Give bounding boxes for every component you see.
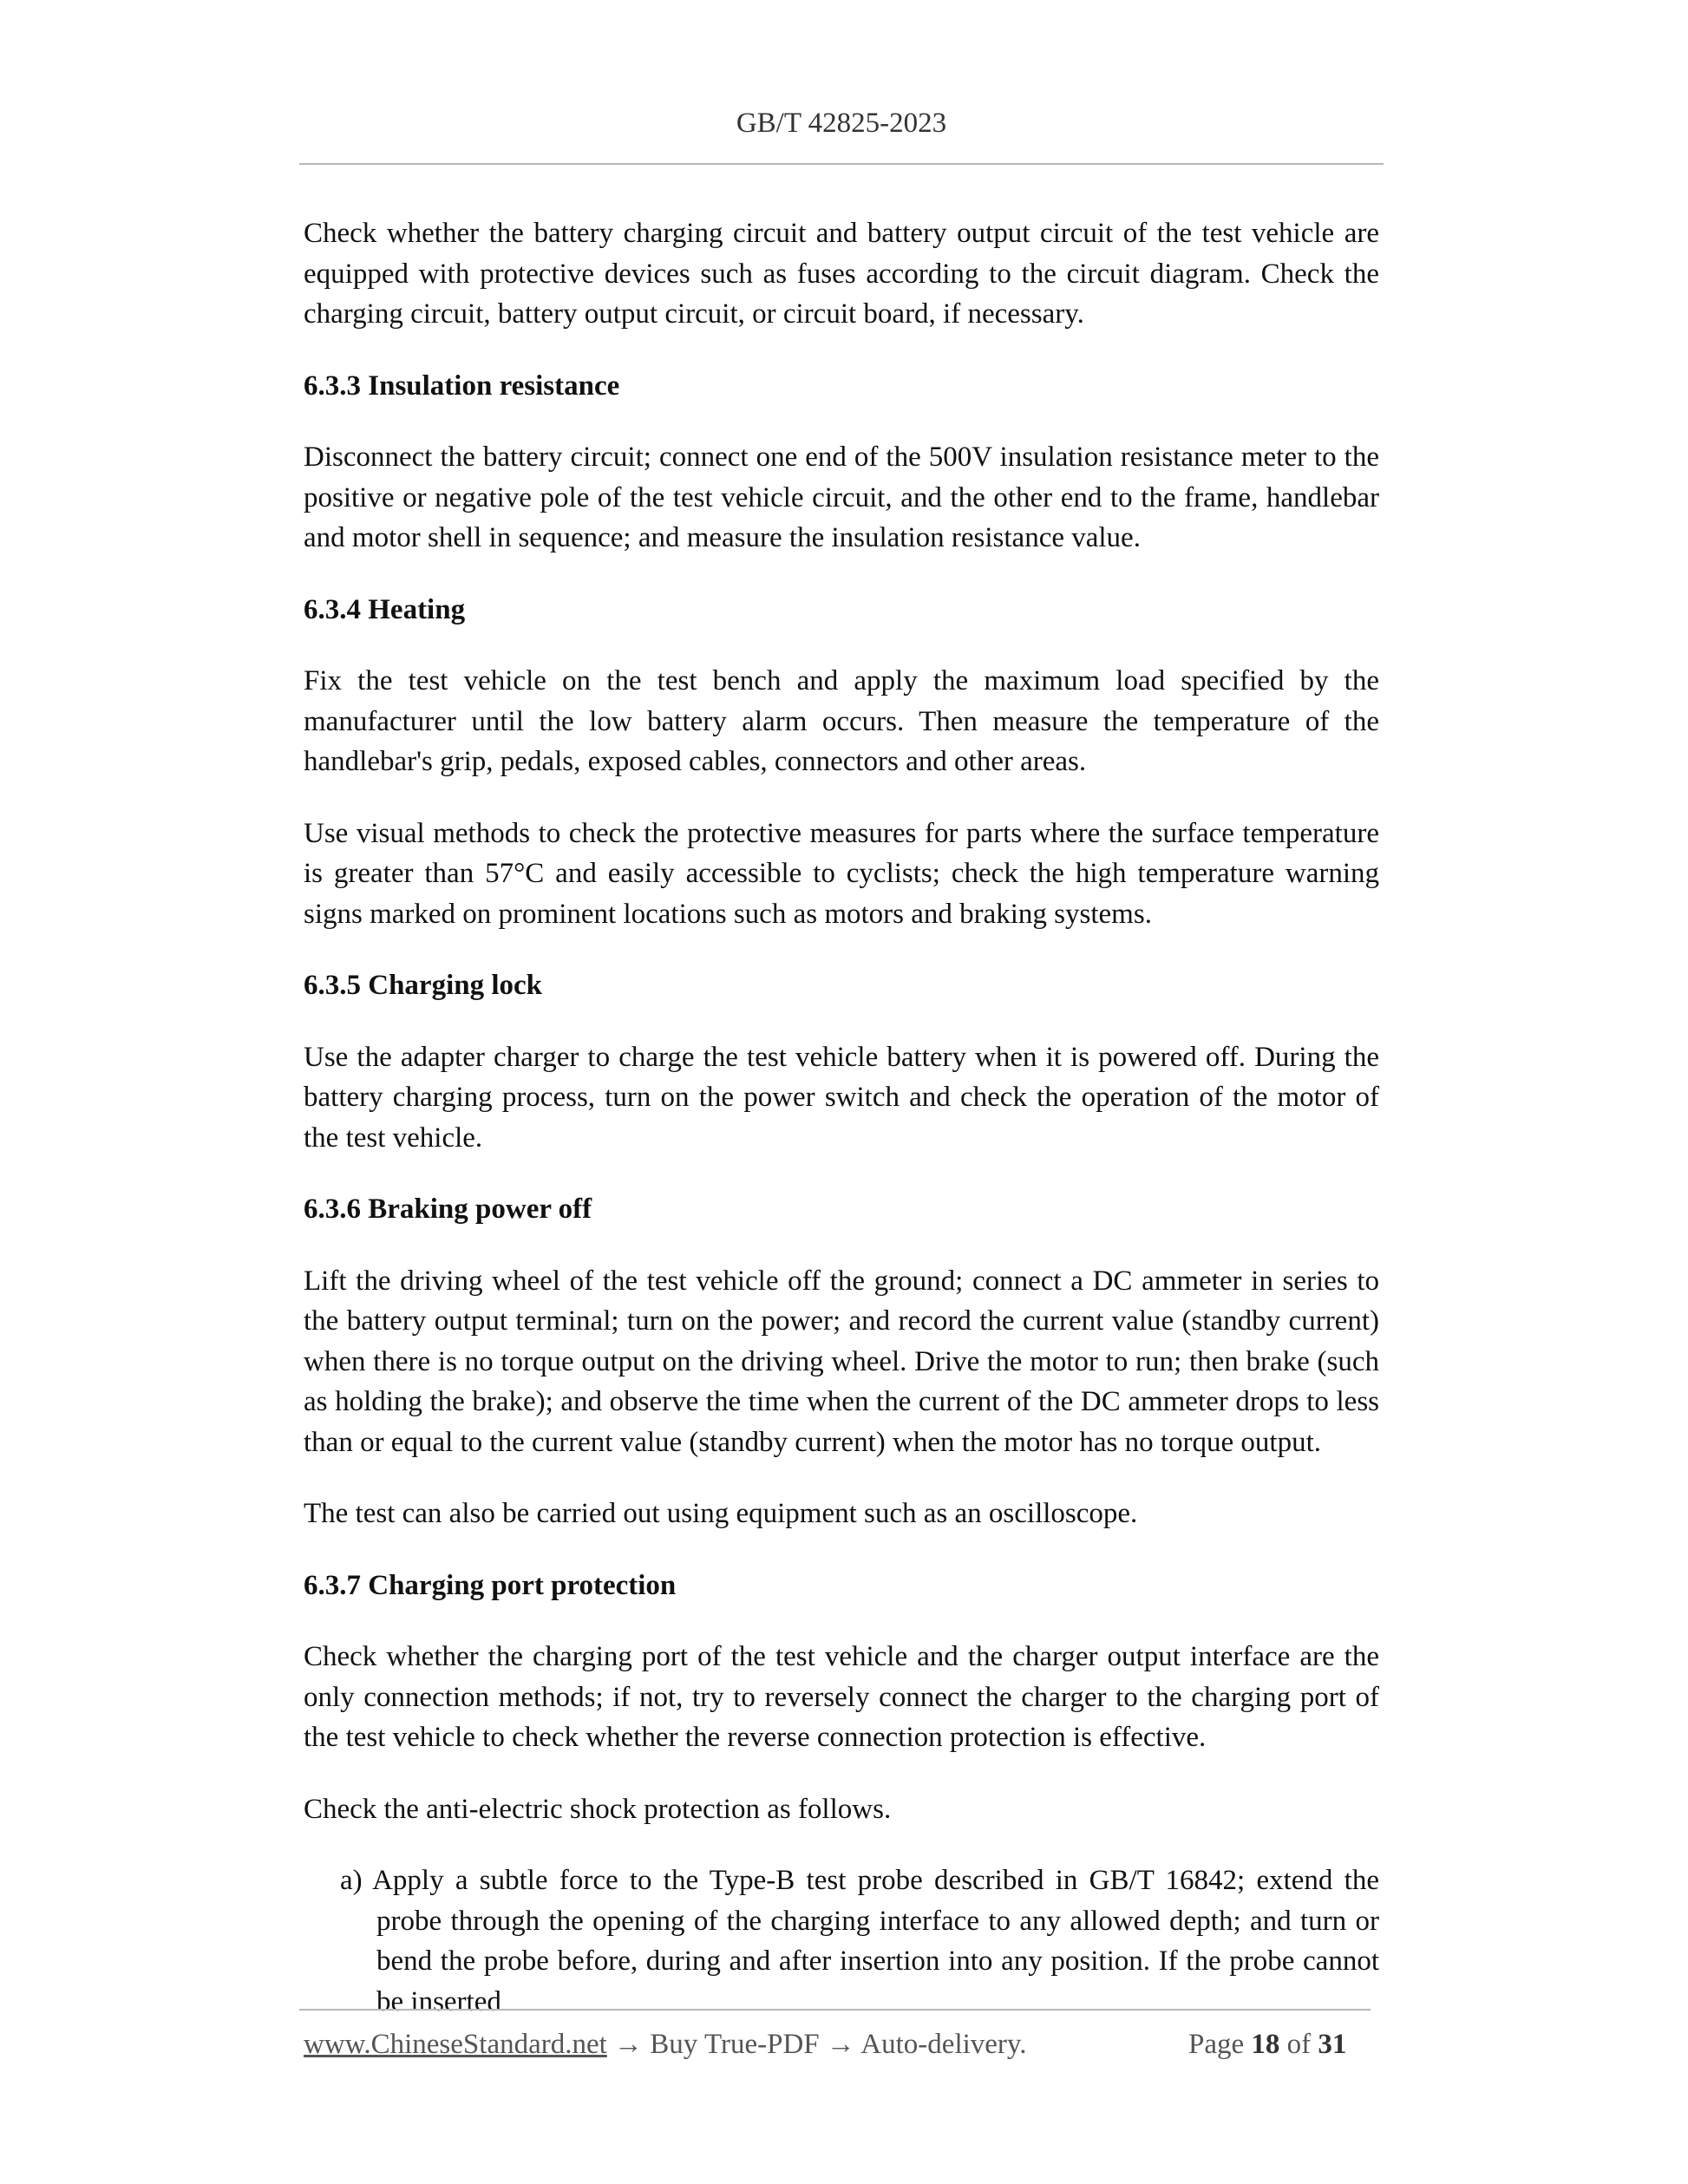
page-header-title: GB/T 42825-2023 <box>736 108 947 139</box>
page-of-label: of <box>1286 2029 1312 2060</box>
paragraph-charging-lock: Use the adapter charger to charge the test vehicle battery when it is powered off. During the battery charging process, turn on the power switch and check the operation of the motor of the test vehicle. <box>304 1041 1379 1154</box>
heading-insulation-resistance: 6.3.3 Insulation resistance <box>304 369 620 402</box>
heading-charging-port-protection: 6.3.7 Charging port protection <box>304 1569 677 1601</box>
heading-braking-power-off: 6.3.6 Braking power off <box>304 1193 592 1225</box>
paragraph-insulation-resistance: Disconnect the battery circuit; connect one end of the 500V insulation resistance meter to the positive or negative pole of the test vehicle circuit, and the other end to the frame, handlebar and motor shell in sequence; and measure the insulation resistance value. <box>304 441 1379 553</box>
paragraph-reverse-connection: Check whether the charging port of the test vehicle and the charger output interface are the only connection methods; if not, try to reversely connect the charger to the charging port of the test vehicle to check whether the reverse connection protection is effective. <box>304 1641 1379 1753</box>
footer-divider <box>299 2009 1371 2011</box>
paragraph-heating-load: Fix the test vehicle on the test bench and apply the maximum load specified by the manufacturer until the low battery alarm occurs. Then measure the temperature of the handlebar's grip, pedals, exposed cables, connectors and other areas. <box>304 665 1379 777</box>
chinesestandard-link[interactable]: www.ChineseStandard.net <box>304 2029 607 2060</box>
paragraph-oscilloscope: The test can also be carried out using equipment such as an oscilloscope. <box>304 1498 1138 1529</box>
footer-promo-text: → Buy True-PDF → Auto-delivery. <box>606 2029 1027 2060</box>
header-divider <box>299 163 1384 165</box>
page-number <box>1188 2029 1346 2061</box>
page-current: 18 <box>1251 2029 1280 2060</box>
paragraph-fuse-check: Check whether the battery charging circuit and battery output circuit of the test vehicle are equipped with protective devices such as fuses according to the circuit diagram. Check the charging circuit, battery output circuit, or circuit board, if necessary. <box>304 218 1379 330</box>
paragraph-heating-visual: Use visual methods to check the protective measures for parts where the surface temperature is greater than 57°C and easily accessible to cyclists; check the high temperature warning signs marked on prominent locations such as motors and braking systems. <box>304 817 1379 930</box>
document-body <box>304 213 1379 2022</box>
page-total: 31 <box>1318 2029 1347 2060</box>
footer-promo <box>304 2029 1027 2061</box>
page-label: Page <box>1188 2029 1245 2060</box>
heading-heating: 6.3.4 Heating <box>304 593 466 625</box>
paragraph-braking-power-off: Lift the driving wheel of the test vehicle off the ground; connect a DC ammeter in series to the battery output terminal; turn on the power; and record the current value (standby current) when there is no torque output on the driving wheel. Drive the motor to run; then brake (such as holding the brake); and observe the time when the current of the DC ammeter drops to less than or equal to the current value (standby current) when the motor has no torque output. <box>304 1265 1379 1458</box>
list-item-a: a) Apply a subtle force to the Type-B test probe described in GB/T 16842; extend the probe through the opening of the charging interface to any allowed depth; and turn or bend the probe before, during and after insertion into any position. If the probe cannot be inserted <box>340 1865 1379 2017</box>
paragraph-anti-shock-intro: Check the anti-electric shock protection as follows. <box>304 1793 892 1825</box>
heading-charging-lock: 6.3.5 Charging lock <box>304 970 543 1001</box>
